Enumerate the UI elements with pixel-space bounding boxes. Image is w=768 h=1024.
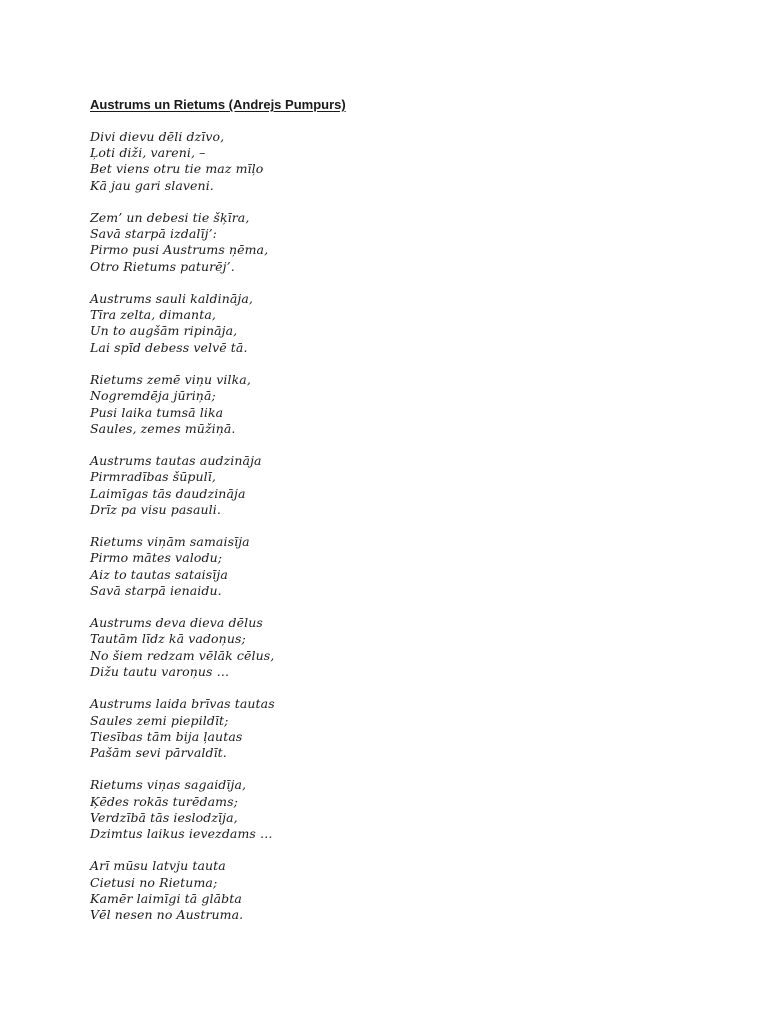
document-title: Austrums un Rietums (Andrejs Pumpurs) bbox=[90, 97, 346, 112]
poem-line: Lai spīd debess velvē tā. bbox=[90, 339, 248, 355]
stanza-9 bbox=[90, 777, 510, 842]
poem-line: Pašām sevi pārvaldīt. bbox=[90, 744, 227, 760]
poem-line: Rietums viņām samaisīja bbox=[90, 534, 250, 550]
poem-line: Drīz pa visu pasauli. bbox=[90, 501, 221, 517]
poem-line: Un to augšām ripināja, bbox=[90, 323, 238, 339]
stanza-6 bbox=[90, 534, 510, 599]
poem-line: No šiem redzam vēlāk cēlus, bbox=[90, 647, 275, 663]
poem-line: Tiesības tām bija ļautas bbox=[90, 728, 243, 744]
poem-line: Savā starpā ienaidu. bbox=[90, 582, 222, 598]
poem-line: Otro Rietums paturēj’. bbox=[90, 258, 235, 274]
poem-line: Arī mūsu latvju tauta bbox=[90, 858, 226, 874]
poem-line: Austrums sauli kaldināja, bbox=[90, 291, 253, 307]
poem-line: Zem’ un debesi tie šķīra, bbox=[90, 210, 250, 226]
poem-line: Cietusi no Rietuma; bbox=[90, 874, 218, 890]
poem-line: Laimīgas tās daudzināja bbox=[90, 485, 246, 501]
stanza-10 bbox=[90, 858, 510, 923]
poem-line: Tautām līdz kā vadoņus; bbox=[90, 631, 246, 647]
poem-line: Kā jau gari slaveni. bbox=[90, 177, 214, 193]
poem-line: Saules, zemes mūžiņā. bbox=[90, 420, 236, 436]
poem-line: Pirmo pusi Austrums ņēma, bbox=[90, 242, 269, 258]
poem-line: Nogremdēja jūriņā; bbox=[90, 388, 216, 404]
poem-line: Divi dievu dēli dzīvo, bbox=[90, 129, 225, 144]
poem-line: Kamēr laimīgi tā glābta bbox=[90, 890, 242, 906]
poem bbox=[90, 129, 510, 939]
stanza-4 bbox=[90, 372, 510, 437]
poem-line: Pusi laika tumsā lika bbox=[90, 404, 224, 420]
stanza-7 bbox=[90, 615, 510, 680]
stanza-8 bbox=[90, 696, 510, 761]
poem-line: Vēl nesen no Austruma. bbox=[90, 906, 244, 922]
stanza-5 bbox=[90, 453, 510, 518]
poem-line: Ķēdes rokās turēdams; bbox=[90, 793, 238, 809]
stanza-2 bbox=[90, 210, 510, 275]
poem-line: Austrums tautas audzināja bbox=[90, 453, 262, 469]
poem-line: Dzimtus laikus ievezdams … bbox=[90, 825, 273, 841]
stanza-1 bbox=[90, 129, 510, 194]
poem-line: Saules zemi piepildīt; bbox=[90, 712, 229, 728]
poem-line: Pirmradības šūpulī, bbox=[90, 469, 216, 485]
poem-line: Aiz to tautas sataisīja bbox=[90, 566, 228, 582]
poem-line: Austrums deva dieva dēlus bbox=[90, 615, 263, 631]
poem-line: Ļoti diži, vareni, – bbox=[90, 145, 206, 161]
poem-line: Tīra zelta, dimanta, bbox=[90, 307, 216, 323]
poem-line: Bet viens otru tie maz mīļo bbox=[90, 161, 264, 177]
poem-line: Verdzībā tās ieslodzīja, bbox=[90, 809, 238, 825]
poem-line: Dižu tautu varoņus … bbox=[90, 663, 230, 679]
poem-line: Pirmo mātes valodu; bbox=[90, 550, 223, 566]
poem-line: Rietums zemē viņu vilka, bbox=[90, 372, 251, 388]
stanza-3 bbox=[90, 291, 510, 356]
poem-line: Savā starpā izdalīj’: bbox=[90, 226, 217, 242]
poem-line: Austrums laida brīvas tautas bbox=[90, 696, 275, 712]
poem-line: Rietums viņas sagaidīja, bbox=[90, 777, 247, 793]
